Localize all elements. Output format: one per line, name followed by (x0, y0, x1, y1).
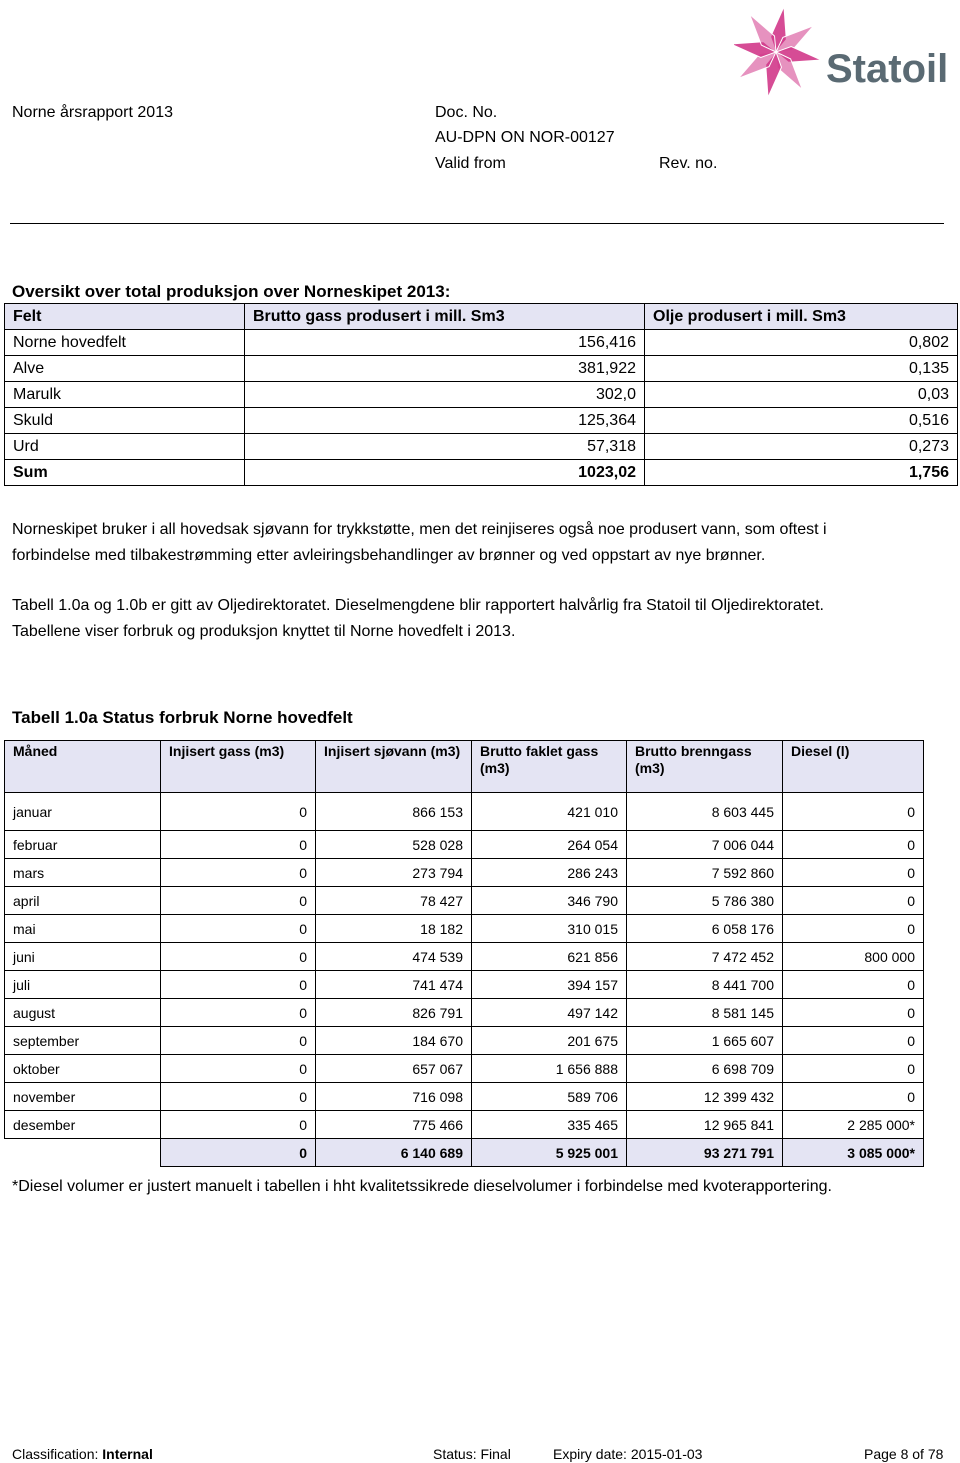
value-cell: 6 058 176 (627, 915, 783, 943)
gas-value: 125,364 (245, 408, 645, 434)
value-cell: 7 472 452 (627, 943, 783, 971)
section1-title: Oversikt over total produksjon over Norneskipet 2013: (12, 282, 451, 301)
table-header-row (5, 304, 958, 330)
value-cell: 346 790 (472, 887, 627, 915)
consumption-table (4, 740, 924, 1167)
table-row (5, 434, 958, 460)
value-cell: 657 067 (316, 1055, 472, 1083)
month-cell: mai (5, 915, 161, 943)
month-cell: april (5, 887, 161, 915)
paragraph-line: forbindelse med tilbakestrømming etter avleiringsbehandlinger av brønner og ved oppstart av nye brønner. (12, 547, 766, 564)
value-cell: 0 (783, 831, 924, 859)
table-row (5, 859, 924, 887)
gas-value: 57,318 (245, 434, 645, 460)
value-cell: 394 157 (472, 971, 627, 999)
value-cell: 0 (161, 1055, 316, 1083)
table-row (5, 1027, 924, 1055)
total-cell: 93 271 791 (627, 1139, 783, 1167)
value-cell: 0 (161, 831, 316, 859)
column-header: Måned (5, 741, 161, 793)
oil-value: 0,802 (645, 330, 958, 356)
column-header: Brutto faklet gass (m3) (472, 741, 627, 793)
value-cell: 0 (783, 859, 924, 887)
classification-label: Classification: (12, 1446, 103, 1462)
table-row (5, 831, 924, 859)
value-cell: 0 (161, 859, 316, 887)
table-row (5, 1083, 924, 1111)
value-cell: 6 698 709 (627, 1055, 783, 1083)
value-cell: 0 (161, 887, 316, 915)
value-cell: 0 (161, 1083, 316, 1111)
table-row (5, 999, 924, 1027)
value-cell: 0 (783, 1027, 924, 1055)
rev-no-label: Rev. no. (659, 155, 718, 172)
value-cell: 0 (161, 971, 316, 999)
table-row (5, 793, 924, 831)
value-cell: 528 028 (316, 831, 472, 859)
value-cell: 0 (161, 915, 316, 943)
value-cell: 273 794 (316, 859, 472, 887)
month-cell: juni (5, 943, 161, 971)
classification (12, 1446, 153, 1462)
status-text: Status: Final (433, 1446, 511, 1462)
doc-no-label: Doc. No. (435, 104, 498, 121)
report-title: Norne årsrapport 2013 (12, 104, 173, 121)
month-cell: januar (5, 793, 161, 831)
value-cell: 0 (783, 1083, 924, 1111)
sum-label: Sum (5, 460, 245, 486)
total-cell: 3 085 000* (783, 1139, 924, 1167)
diesel-note: *Diesel volumer er justert manuelt i tabellen i hht kvalitetssikrede dieselvolumer i forbindelse med kvoterapportering. (12, 1178, 832, 1195)
column-header: Brutto gass produsert i mill. Sm3 (245, 304, 645, 330)
value-cell: 264 054 (472, 831, 627, 859)
value-cell: 201 675 (472, 1027, 627, 1055)
value-cell: 12 399 432 (627, 1083, 783, 1111)
value-cell: 800 000 (783, 943, 924, 971)
value-cell: 0 (783, 915, 924, 943)
value-cell: 286 243 (472, 859, 627, 887)
table-row (5, 408, 958, 434)
value-cell: 1 656 888 (472, 1055, 627, 1083)
production-table (4, 303, 958, 486)
month-cell: juli (5, 971, 161, 999)
month-cell: september (5, 1027, 161, 1055)
table-row (5, 1111, 924, 1139)
classification-value: Internal (102, 1446, 153, 1462)
blank-cell (5, 1139, 161, 1167)
value-cell: 741 474 (316, 971, 472, 999)
table-row (5, 971, 924, 999)
value-cell: 421 010 (472, 793, 627, 831)
value-cell: 0 (161, 943, 316, 971)
value-cell: 18 182 (316, 915, 472, 943)
paragraph-line: Norneskipet bruker i all hovedsak sjøvann for trykkstøtte, men det reinjiseres også noe produsert vann, som oftest i (12, 521, 827, 538)
month-cell: august (5, 999, 161, 1027)
oil-value: 0,03 (645, 382, 958, 408)
value-cell: 78 427 (316, 887, 472, 915)
value-cell: 0 (783, 793, 924, 831)
month-cell: mars (5, 859, 161, 887)
paragraph-line: Tabellene viser forbruk og produksjon knyttet til Norne hovedfelt i 2013. (12, 623, 516, 640)
gas-value: 381,922 (245, 356, 645, 382)
value-cell: 8 603 445 (627, 793, 783, 831)
value-cell: 716 098 (316, 1083, 472, 1111)
column-header: Injisert sjøvann (m3) (316, 741, 472, 793)
paragraph-1 (12, 517, 932, 569)
paragraph-line: Tabell 1.0a og 1.0b er gitt av Oljedirektoratet. Dieselmengdene blir rapportert halvårlig fra Statoil til Oljedirektoratet. (12, 597, 824, 614)
sum-gas-value: 1023,02 (245, 460, 645, 486)
value-cell: 184 670 (316, 1027, 472, 1055)
month-cell: desember (5, 1111, 161, 1139)
value-cell: 7 592 860 (627, 859, 783, 887)
value-cell: 0 (161, 1027, 316, 1055)
table-row (5, 943, 924, 971)
oil-value: 0,516 (645, 408, 958, 434)
oil-value: 0,135 (645, 356, 958, 382)
valid-from-label: Valid from (435, 155, 506, 172)
value-cell: 335 465 (472, 1111, 627, 1139)
value-cell: 12 965 841 (627, 1111, 783, 1139)
statoil-logo (734, 2, 950, 102)
field-name: Skuld (5, 408, 245, 434)
value-cell: 497 142 (472, 999, 627, 1027)
value-cell: 7 006 044 (627, 831, 783, 859)
gas-value: 156,416 (245, 330, 645, 356)
value-cell: 775 466 (316, 1111, 472, 1139)
table-row (5, 356, 958, 382)
value-cell: 0 (783, 1055, 924, 1083)
page-number: Page 8 of 78 (864, 1446, 944, 1462)
field-name: Alve (5, 356, 245, 382)
field-name: Norne hovedfelt (5, 330, 245, 356)
value-cell: 621 856 (472, 943, 627, 971)
field-name: Urd (5, 434, 245, 460)
totals-row (5, 1139, 924, 1167)
table-row (5, 915, 924, 943)
value-cell: 474 539 (316, 943, 472, 971)
month-cell: februar (5, 831, 161, 859)
table-row (5, 1055, 924, 1083)
value-cell: 0 (783, 887, 924, 915)
value-cell: 0 (783, 999, 924, 1027)
column-header: Felt (5, 304, 245, 330)
value-cell: 310 015 (472, 915, 627, 943)
value-cell: 0 (783, 971, 924, 999)
section2-title: Tabell 1.0a Status forbruk Norne hovedfelt (12, 708, 353, 727)
column-header: Brutto brenngass (m3) (627, 741, 783, 793)
total-cell: 5 925 001 (472, 1139, 627, 1167)
sum-row (5, 460, 958, 486)
value-cell: 0 (161, 999, 316, 1027)
value-cell: 826 791 (316, 999, 472, 1027)
header-divider (10, 223, 944, 224)
sum-oil-value: 1,756 (645, 460, 958, 486)
table-row (5, 382, 958, 408)
doc-no-value: AU-DPN ON NOR-00127 (435, 129, 615, 146)
value-cell: 589 706 (472, 1083, 627, 1111)
oil-value: 0,273 (645, 434, 958, 460)
value-cell: 2 285 000* (783, 1111, 924, 1139)
value-cell: 0 (161, 793, 316, 831)
total-cell: 0 (161, 1139, 316, 1167)
table-row (5, 887, 924, 915)
month-cell: oktober (5, 1055, 161, 1083)
column-header: Olje produsert i mill. Sm3 (645, 304, 958, 330)
column-header: Injisert gass (m3) (161, 741, 316, 793)
value-cell: 1 665 607 (627, 1027, 783, 1055)
value-cell: 8 581 145 (627, 999, 783, 1027)
paragraph-2 (12, 593, 932, 645)
logo-text: Statoil (826, 47, 949, 91)
field-name: Marulk (5, 382, 245, 408)
value-cell: 0 (161, 1111, 316, 1139)
table-header-row (5, 741, 924, 793)
value-cell: 5 786 380 (627, 887, 783, 915)
value-cell: 8 441 700 (627, 971, 783, 999)
table-row (5, 330, 958, 356)
total-cell: 6 140 689 (316, 1139, 472, 1167)
column-header: Diesel (l) (783, 741, 924, 793)
month-cell: november (5, 1083, 161, 1111)
expiry-date: Expiry date: 2015-01-03 (553, 1446, 703, 1462)
gas-value: 302,0 (245, 382, 645, 408)
value-cell: 866 153 (316, 793, 472, 831)
